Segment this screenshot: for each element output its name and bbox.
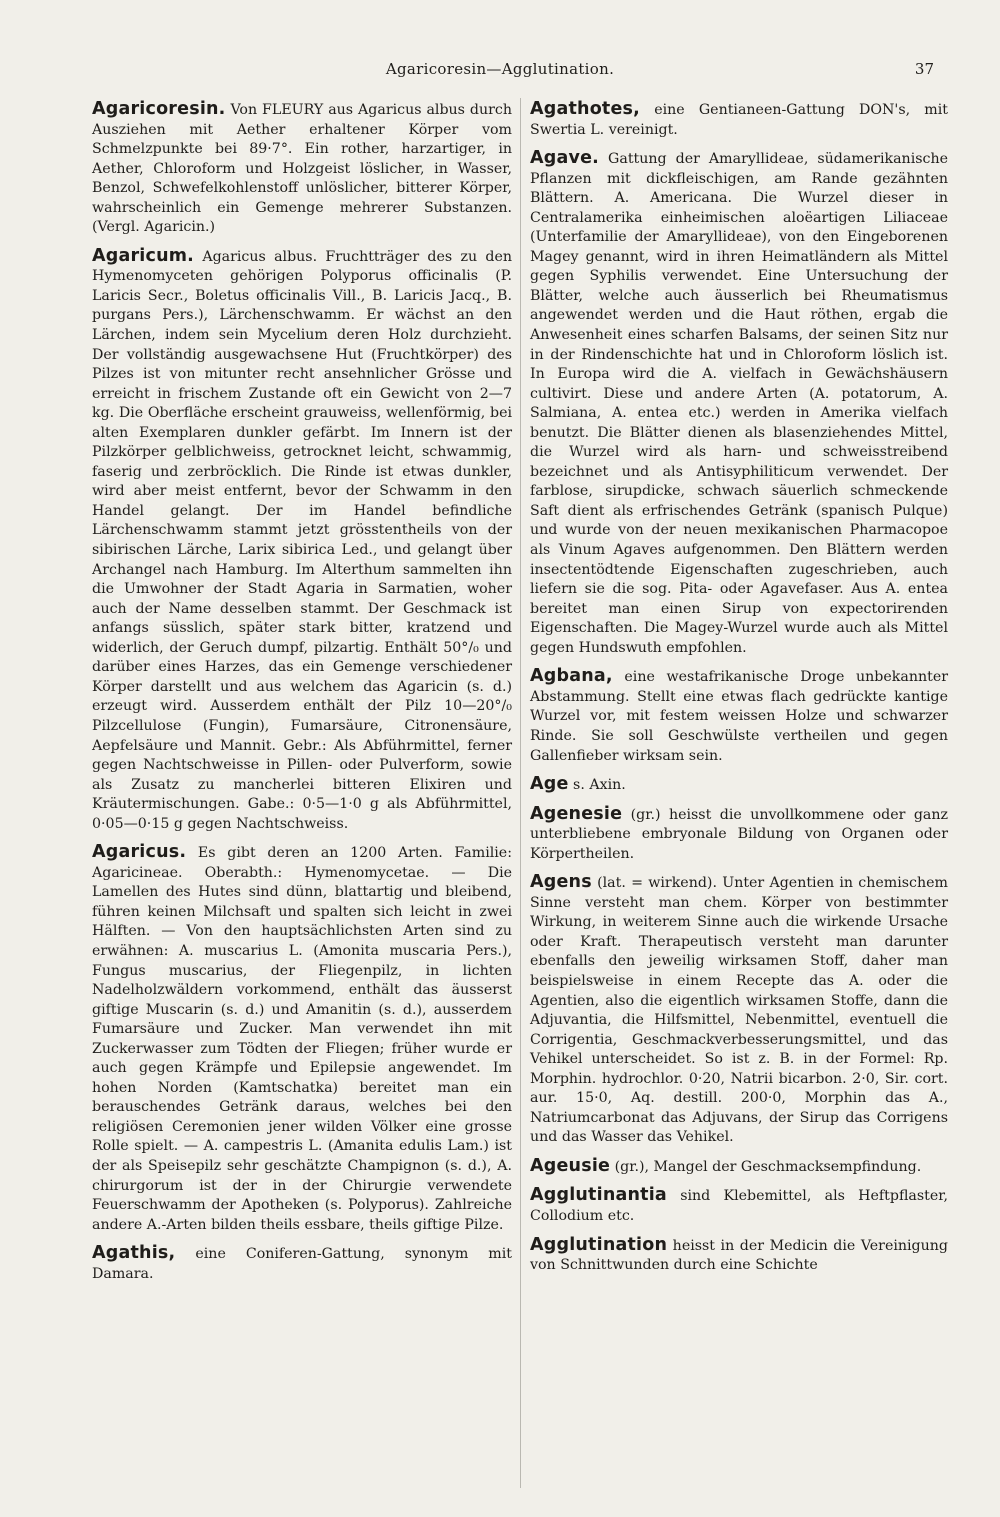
entry-agenesie [530, 805, 948, 865]
entry-headword: Agens [530, 872, 592, 893]
entry-ageusie [530, 1157, 948, 1178]
entry-headword: Agenesie [530, 803, 623, 824]
entry-age [530, 775, 948, 796]
entry-headword: Agaricum. [92, 245, 195, 266]
entry-text: heisst in der Medicin die Vereinigung von Schnittwunden durch eine Schichte [530, 1237, 948, 1274]
entry-headword: Agathotes, [530, 99, 641, 119]
entry-agbana [530, 667, 948, 766]
entry-text: eine westafrikanische Droge unbekannter Abstammung. Stellt eine etwas flach gedrückte kantige Wurzel vor, mit festem weissen Holze und schwarzer Rinde. Sie soll Geschwülste vertheilen und gegen Gallenfieber wirksam sein. [530, 669, 948, 764]
entry-agens [530, 873, 948, 1148]
entry-headword: Agathis, [92, 1243, 176, 1264]
entry-headword: Agaricoresin. [92, 99, 226, 119]
entry-headword: Agglutination [530, 1234, 668, 1255]
right-column [530, 100, 948, 1285]
entry-text: (gr.), Mangel der Geschmacksempfindung. [610, 1158, 922, 1175]
entry-text: Gattung der Amaryllideae, südamerikanische Pflanzen mit dickfleischigen, am Rande gezähnten Blättern. A. Americana. Die Wurzel dieser in Centralamerika einheimischen aloëartigen Liliaceae (Unterfamilie der Amaryllideae), von den Eingeborenen Magey genannt, wird in ihren Heimatländern als Mittel gegen Syphilis verwendet. Eine Untersuchung der Blätter, welche auch äusserlich bei Rheumatismus angewendet werden und die Haut röthen, ergab die Anwesenheit eines scharfen Balsams, der seinen Sitz nur in der Rindenschichte hat und in Chloroform löslich ist. In Europa wird die A. vielfach in Gewächshäusern cultivirt. Diese und andere Arten (A. potatorum, A. Salmiana, A. entea etc.) werden in Amerika vielfach benutzt. Die Blätter dienen als blasenziehendes Mittel, die Wurzel wird als harn- und schweisstreibend bezeichnet und als Antisyphiliticum verwendet. Der farblose, sirupdicke, schwach säuerlich schmeckende Saft dient als erfrischendes Getränk (spanisch Pulque) und wurde von der neuen mexikanischen Pharmacopoe als Vinum Agaves aufgenommen. Den Blättern werden insectentödtende Eigenschaften zugeschrieben, auch liefern sie die sog. Pita- oder Agavefaser. Aus A. entea bereitet man einen Sirup von expectorirenden Eigenschaften. Die Magey-Wurzel wurde auch als Mittel gegen Hundswuth empfohlen. [530, 151, 948, 656]
page-header [0, 60, 1000, 84]
entry-text: s. Axin. [568, 777, 626, 794]
entry-agglutinantia [530, 1186, 948, 1226]
entry-text: (gr.) heisst die unvollkommene oder ganz unterbliebene embryonale Bildung von Organen oder Körpertheilen. [530, 806, 948, 862]
entry-text: eine Coniferen-Gattung, synonym mit Damara. [92, 1246, 512, 1282]
entry-text: Agaricus albus. Fruchtträger des zu den Hymenomyceten gehörigen Polyporus officinalis (P. Laricis Secr., Boletus officinalis Vill., B. Laricis Jacq., B. purgans Pers.), Lärchenschwamm. Er wächst an den Lärchen, indem sein Mycelium deren Holz durchzieht. Der vollständig ausgewachsene Hut (Fruchtkörper) des Pilzes ist von mitunter recht ansehnlicher Grösse und erreicht in frischem Zustande oft ein Gewicht von 2—7 kg. Die Oberfläche erscheint grauweiss, wellenförmig, bei alten Exemplaren dunkler gefärbt. Im Innern ist der Pilzkörper gelblichweiss, getrocknet leicht, schwammig, faserig und zerbröcklich. Die Rinde ist etwas dunkler, wird aber meist entfernt, bevor der Schwamm in den Handel gelangt. Der im Handel befindliche Lärchenschwamm stammt jetzt grösstentheils von der sibirischen Lärche, Larix sibirica Led., und gelangt über Archangel nach Hamburg. Im Alterthum sammelten ihn die Umwohner der Stadt Agaria in Sarmatien, woher auch der Name desselben stammt. Der Geschmack ist anfangs süsslich, später stark bitter, kratzend und widerlich, der Geruch dumpf, pilzartig. Enthält 50°/₀ und darüber eines Harzes, das ein Gemenge verschiedener Körper darstellt und aus welchem das Agaricin (s. d.) erzeugt wird. Ausserdem enthält der Pilz 10—20°/₀ Pilzcellulose (Fungin), Fumarsäure, Citronensäure, Aepfelsäure und Mannit. Gebr.: Als Abführmittel, ferner gegen Nachtschweisse in Pillen- oder Pulverform, sowie als Zusatz zu mancherlei bitteren Elixiren und Kräutermischungen. Gabe.: 0·5—1·0 g als Abführmittel, 0·05—0·15 g gegen Nachtschweiss. [92, 248, 512, 832]
entry-agaricus [92, 843, 512, 1235]
page-number: 37 [914, 60, 934, 78]
entry-headword: Agaricus. [92, 842, 187, 863]
entry-headword: Agbana, [530, 666, 613, 687]
column-divider [520, 98, 521, 1488]
entry-agaricum [92, 247, 512, 834]
entry-headword: Ageusie [530, 1155, 611, 1176]
entry-headword: Age [530, 774, 569, 795]
entry-agave [530, 149, 948, 658]
entry-agathotes [530, 100, 948, 140]
entry-headword: Agglutinantia [530, 1185, 667, 1206]
running-head: Agaricoresin—Agglutination. [385, 60, 615, 78]
entry-text: (lat. = wirkend). Unter Agentien in chemischem Sinne versteht man chem. Körper von bestimmter Wirkung, in weiterem Sinne auch die wirkende Ursache oder Kraft. Therapeutisch versteht man darunter ebenfalls den jeweilig wirksamen Stoff, daher man beispielsweise in einem Recepte das A. oder die Agentien, also die eigentlich wirksamen Stoffe, dann die Adjuvantia, die Hilfsmittel, Nebenmittel, eventuell die Corrigentia, Geschmackverbesserungsmittel, und das Vehikel unterscheidet. So ist z. B. in der Formel: Rp. Morphin. hydrochlor. 0·20, Natrii bicarbon. 2·0, Sir. cort. aur. 15·0, Aq. destill. 200·0, Morphin das A., Natriumcarbonat das Adjuvans, der Sirup das Corrigens und das Wasser das Vehikel. [530, 875, 948, 1146]
entry-text: sind Klebemittel, als Heftpflaster, Collodium etc. [530, 1188, 948, 1224]
left-column [92, 100, 512, 1293]
entry-text: Von FLEURY aus Agaricus albus durch Ausziehen mit Aether erhaltener Körper vom Schmelzpunkte bei 89·7°. Ein rother, harzartiger, in Aether, Chloroform und Holzgeist löslicher, in Wasser, Benzol, Schwefelkohlenstoff unlöslicher, bitterer Körper, wahrscheinlich ein Gemenge mehrerer Substanzen. (Vergl. Agaricin.) [92, 102, 512, 236]
entry-agaricoresin [92, 100, 512, 238]
entry-agathis [92, 1244, 512, 1284]
entry-text: eine Gentianeen-Gattung DON's, mit Swertia L. vereinigt. [530, 102, 948, 138]
entry-headword: Agave. [530, 148, 600, 169]
entry-text: Es gibt deren an 1200 Arten. Familie: Agaricineae. Oberabth.: Hymenomycetae. — Die Lamellen des Hutes sind dünn, blattartig und bleibend, führen keinen Milchsaft und spalten sich leicht in zwei Hälften. — Von den hauptsächlichsten Arten sind zu erwähnen: A. muscarius L. (Amonita muscaria Pers.), Fungus muscarius, der Fliegenpilz, in lichten Nadelholzwäldern vorkommend, enthält das äusserst giftige Muscarin (s. d.) und Amanitin (s. d.), ausserdem Fumarsäure und Zucker. Man verwendet ihn mit Zuckerwasser zum Tödten der Fliegen; früher wurde er auch gegen Krämpfe und Epilepsie angewendet. Im hohen Norden (Kamtschatka) bereitet man ein berauschendes Getränk daraus, welches bei den religiösen Ceremonien jener wilden Völker eine grosse Rolle spielt. — A. campestris L. (Amanita edulis Lam.) ist der als Speisepilz sehr geschätzte Champignon (s. d.), A. chirurgorum ist der in der Chirurgie verwendete Feuerschwamm der Apotheken (s. Polyporus). Zahlreiche andere A.-Arten bilden theils essbare, theils giftige Pilze. [92, 845, 512, 1233]
entry-agglutination [530, 1236, 948, 1276]
